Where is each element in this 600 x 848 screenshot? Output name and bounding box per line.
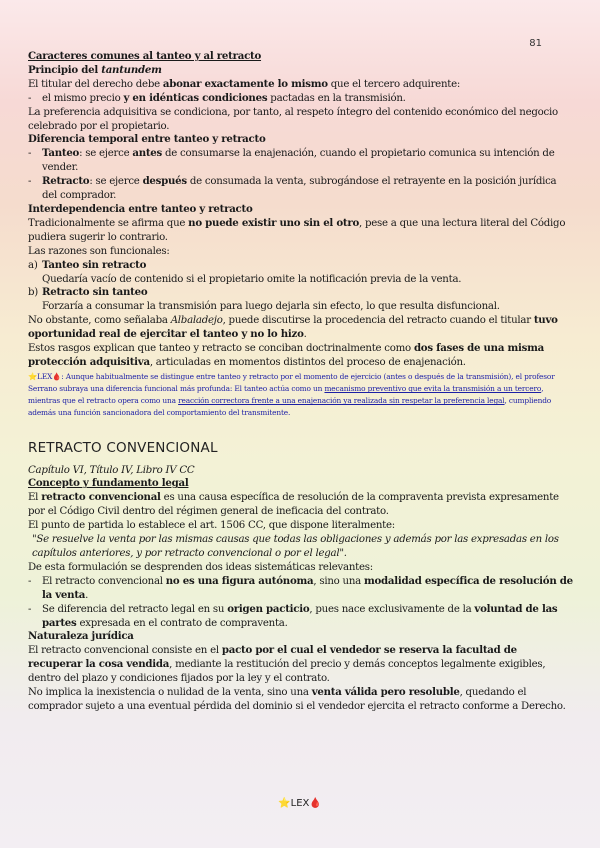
paragraph: El retracto convencional consiste en el pacto por el cual el vendedor se reserva la facultad de recuperar la cosa vendida, mediante la restitución del precio y demás conceptos legalmente exigibles, dentro del plazo y condiciones fijados por la ley y el contrato. <box>28 644 546 685</box>
list-item: - Tanteo: se ejerce antes de consumarse la enajenación, cuando el propietario comunica su intención de vender. <box>28 147 555 174</box>
paragraph: El retracto convencional es una causa específica de resolución de la compraventa prevista expresamente por el Código Civil dentro del régimen general de ineficacia del contrato. <box>28 491 559 518</box>
legal-citation: Capítulo VI, Título IV, Libro IV CC <box>28 464 195 476</box>
list-item: - Se diferencia del retracto legal en su origen pacticio, pues nace exclusivamente de la voluntad de las partes expresada en el contrato de compraventa. <box>28 602 558 629</box>
section-heading: RETRACTO CONVENCIONAL <box>28 439 218 456</box>
page-content <box>28 50 573 714</box>
subheading-tantundem: Principio del tantundem <box>28 63 162 76</box>
paragraph: Las razones son funcionales: <box>28 245 170 257</box>
footer-label: LEX <box>290 798 310 809</box>
blood-drop-icon: 🩸 <box>52 371 62 381</box>
paragraph: No implica la inexistencia o nulidad de la venta, sino una venta válida pero resoluble, quedando el comprador sujeto a una eventual pérdida del dominio si el vendedor ejercita el retracto conforme a Derecho. <box>28 686 566 712</box>
subheading-naturaleza: Naturaleza jurídica <box>28 630 134 643</box>
list-item: - Retracto: se ejerce después de consumada la venta, subrogándose el retrayente en la posición jurídica del comprador. <box>28 175 557 202</box>
list-item: b) Retracto sin tanteo <box>28 286 148 299</box>
paragraph: El punto de partida lo establece el art. 1506 CC, que dispone literalmente: <box>28 520 395 532</box>
section-title: Caracteres comunes al tanteo y al retracto <box>28 50 262 62</box>
section-title: Concepto y fundamento legal <box>28 477 189 490</box>
star-icon: ⭐ <box>278 798 291 809</box>
paragraph: Estos rasgos explican que tanteo y retracto se conciban doctrinalmente como dos fases de una misma protección adquisitiva, articuladas en momentos distintos del proceso de enajenación. <box>28 342 544 368</box>
paragraph: No obstante, como señalaba Albaladejo, puede discutirse la procedencia del retracto cuando el titular tuvo oportunidad real de ejercitar el tanteo y no lo hizo. <box>28 314 558 341</box>
page-number: 81 <box>529 38 542 49</box>
list-item: - El retracto convencional no es una figura autónoma, sino una modalidad específica de resolución de la venta. <box>28 574 573 601</box>
legal-quote: "Se resuelve la venta por las mismas causas que todas las obligaciones y además por las expresadas en los capítulos anteriores, y por retracto convencional o por el legal". <box>32 534 559 559</box>
paragraph: Tradicionalmente se afirma que no puede existir uno sin el otro, pese a que una lectura literal del Código pudiera sugerir lo contrario. <box>28 216 566 243</box>
blood-drop-icon: 🩸 <box>309 798 322 809</box>
paragraph: De esta formulación se desprenden dos ideas sistemáticas relevantes: <box>28 561 373 573</box>
list-item: - el mismo precio y en idénticas condiciones pactadas en la transmisión. <box>28 91 406 104</box>
lex-note: ⭐LEX🩸: Aunque habitualmente se distingue entre tanteo y retracto por el momento de ejercicio (antes o después de la transmisión), el profesor Serrano subraya una diferencia funcional más profunda: El tanteo actúa como un mecanismo preventivo que evita la transmisión a un tercero, mientras que el retracto opera como una reacción correctora frente a una enajenación ya realizada sin respetar la preferencia legal, cumpliendo además una función sancionadora del comportamiento del transmitente. <box>28 371 555 418</box>
star-icon: ⭐ <box>28 371 38 381</box>
list-item-detail: Quedaría vacío de contenido si el propietario omite la notificación previa de la venta. <box>42 273 462 285</box>
paragraph: El titular del derecho debe abonar exactamente lo mismo que el tercero adquirente: <box>28 77 461 90</box>
list-item-detail: Forzaría a consumar la transmisión para luego dejarla sin efecto, lo que resulta disfuncional. <box>42 301 500 313</box>
footer-brand <box>0 798 600 809</box>
list-item: a) Tanteo sin retracto <box>28 258 147 271</box>
subheading-diferencia: Diferencia temporal entre tanteo y retracto <box>28 133 266 146</box>
paragraph: La preferencia adquisitiva se condiciona, por tanto, al respeto íntegro del contenido económico del negocio celebrado por el propietario. <box>28 106 558 132</box>
subheading-interdependencia: Interdependencia entre tanteo y retracto <box>28 202 253 215</box>
